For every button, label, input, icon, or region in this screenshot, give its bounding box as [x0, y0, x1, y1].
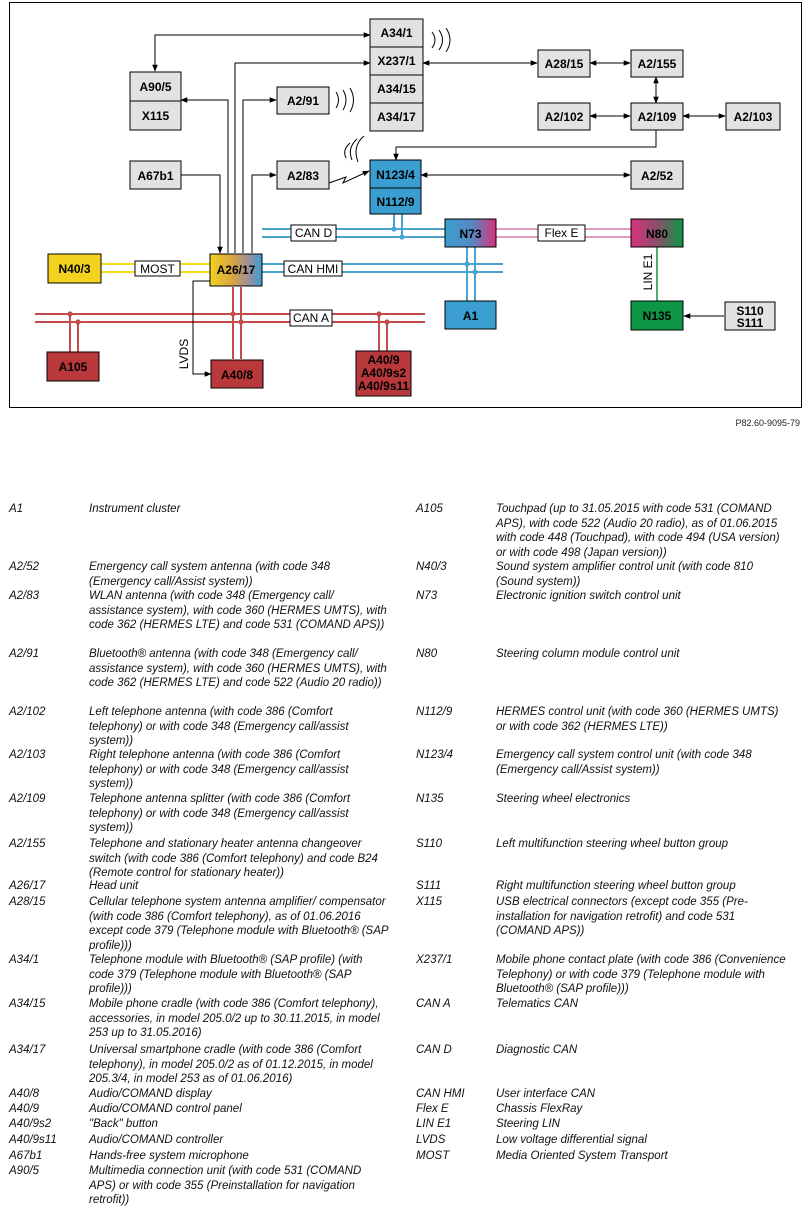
legend-code: A40/9s2 — [9, 1118, 52, 1130]
legend-code: A90/5 — [9, 1165, 40, 1177]
label-A90-5: A90/5 — [139, 80, 172, 94]
label-A67b1: A67b1 — [137, 169, 174, 183]
legend-code: A40/9s11 — [9, 1134, 57, 1146]
label-N40-3: N40/3 — [58, 262, 91, 276]
label-A40-9s11: A40/9s11 — [357, 379, 410, 393]
label-X237-1: X237/1 — [377, 54, 416, 68]
legend-code: A26/17 — [9, 880, 46, 892]
label-can-hmi: CAN HMI — [287, 262, 339, 276]
legend-description: User interface CAN — [496, 1088, 596, 1100]
legend-description: Audio/COMAND controller — [89, 1134, 224, 1146]
label-N123-4: N123/4 — [376, 168, 415, 182]
legend-description: Touchpad (up to 31.05.2015 with code 531 (COMAND APS), with code 522 (Audio 20 radio), as of 01.06.2015 with code 448 (Touchpad), with code 494 (USA version) or with code 498 (Japan version)) — [496, 503, 780, 559]
legend-description: Right telephone antenna (with code 386 (Comfort telephony) or with code 348 (Emergency call/assist system)) — [89, 749, 349, 790]
legend-description: Head unit — [89, 880, 139, 892]
legend-code: A67b1 — [9, 1150, 43, 1162]
legend-description: Diagnostic CAN — [496, 1044, 578, 1056]
legend-code: N135 — [416, 793, 444, 805]
legend-code: A2/83 — [9, 590, 40, 602]
label-N80: N80 — [645, 227, 669, 241]
legend-code: A40/8 — [9, 1088, 40, 1100]
label-A40-9: A40/9 — [367, 353, 400, 367]
legend-description: Steering column module control unit — [496, 648, 680, 660]
legend-code: A2/155 — [9, 838, 46, 850]
legend-code: A2/102 — [9, 706, 46, 718]
label-most: MOST — [140, 262, 175, 276]
legend-code: A2/103 — [9, 749, 46, 761]
legend-description: Emergency call system control unit (with code 348 (Emergency call/Assist system)) — [496, 749, 752, 776]
label-A2-83: A2/83 — [286, 169, 320, 183]
label-A28-15: A28/15 — [544, 57, 584, 71]
label-S111: S111 — [736, 316, 764, 330]
legend-description: Telephone antenna splitter (with code 386 (Comfort telephony) or with code 348 (Emergency call/assist system)) — [89, 793, 351, 834]
label-A1: A1 — [462, 309, 479, 323]
legend-description: Media Oriented System Transport — [496, 1150, 668, 1162]
bus-junctions — [67, 226, 477, 324]
legend-description: "Back" button — [89, 1118, 158, 1130]
legend-description: Audio/COMAND display — [89, 1088, 212, 1100]
label-can-a: CAN A — [292, 311, 330, 325]
label-A40-9s2: A40/9s2 — [360, 366, 407, 380]
legend-description: Left multifunction steering wheel button group — [496, 838, 729, 850]
legend-description: Telephone module with Bluetooth® (SAP profile) (with code 379 (Telephone module with Bluetooth® (SAP profile))) — [89, 954, 363, 995]
legend-description: Multimedia connection unit (with code 531 (COMAND APS) or with code 355 (Preinstallation for navigation retrofit)) — [89, 1165, 362, 1206]
legend-code: N80 — [416, 648, 438, 660]
legend-code: S110 — [416, 838, 443, 850]
label-A2-103: A2/103 — [733, 110, 773, 124]
label-lvds: LVDS — [177, 338, 191, 370]
label-A34-15: A34/15 — [377, 82, 416, 96]
legend-description: Universal smartphone cradle (with code 386 (Comfort telephony), in model 205.0/2 as of 01.12.2015, in model 205.3/4, in model 253 as of 01.06.2016) — [89, 1044, 373, 1085]
legend-code: A40/9 — [9, 1103, 40, 1115]
legend-description: Telephone and stationary heater antenna changeover switch (with code 386 (Comfort telephony) and code B24 (Remote control for stationary heater)) — [89, 838, 378, 879]
label-S110: S110 — [736, 304, 764, 318]
legend-description: Telematics CAN — [496, 998, 579, 1010]
legend-description: Hands-free system microphone — [89, 1150, 249, 1162]
label-A2-52: A2/52 — [640, 169, 674, 183]
label-A105: A105 — [58, 360, 88, 374]
label-A34-17: A34/17 — [377, 110, 416, 124]
legend-description: USB electrical connectors (except code 355 (Pre-installation for navigation retrofit) and code 531 (COMAND APS)) — [496, 896, 748, 937]
legend-description: Bluetooth® antenna (with code 348 (Emergency call/ assistance system), with code 360 (HERMES UMTS), with code 362 (HERMES LTE) and code 522 (Audio 20 radio)) — [89, 648, 387, 689]
label-flex-e: Flex E — [544, 226, 579, 240]
legend-code: A2/52 — [9, 561, 40, 573]
legend-description: Left telephone antenna (with code 386 (Comfort telephony) or with code 348 (Emergency call/assist system)) — [89, 706, 349, 747]
label-lin-e1: LIN E1 — [641, 253, 655, 291]
legend-code: A28/15 — [9, 896, 46, 908]
legend-description: Electronic ignition switch control unit — [496, 590, 681, 602]
legend-description: Steering wheel electronics — [496, 793, 631, 805]
legend-code: CAN A — [416, 998, 451, 1010]
label-A40-8: A40/8 — [220, 368, 254, 382]
legend-description: Sound system amplifier control unit (with code 810 (Sound system)) — [496, 561, 753, 588]
legend-code: A34/15 — [9, 998, 46, 1010]
legend-code: A1 — [9, 503, 24, 515]
legend-code: Flex E — [416, 1103, 449, 1115]
label-N73: N73 — [459, 227, 482, 241]
can-d-bus — [262, 214, 445, 237]
legend-description: Cellular telephone system antenna amplifier/ compensator (with code 386 (Comfort telephony), as of 01.06.2016 except code 379 (Telephone module with Bluetooth® (SAP profile))) — [89, 896, 389, 952]
legend-description: Instrument cluster — [89, 503, 181, 515]
label-N135: N135 — [642, 309, 672, 323]
legend-code: X115 — [416, 896, 443, 908]
label-X115: X115 — [141, 109, 170, 123]
label-A2-155: A2/155 — [637, 57, 677, 71]
label-A26-17: A26/17 — [216, 263, 256, 277]
legend-code: S111 — [416, 880, 442, 892]
legend-code: A34/17 — [9, 1044, 46, 1056]
legend-code: LIN E1 — [416, 1118, 452, 1130]
label-N112-9: N112/9 — [376, 195, 415, 209]
figure-reference: P82.60-9095-79 — [735, 418, 800, 428]
can-a-bus — [35, 287, 425, 359]
legend-description: Chassis FlexRay — [496, 1103, 583, 1115]
wireless-link — [329, 171, 369, 183]
label-A2-91: A2/91 — [286, 94, 320, 108]
label-can-d: CAN D — [294, 226, 333, 240]
legend-description: WLAN antenna (with code 348 (Emergency call/ assistance system), with code 360 (HERMES UMTS), with code 362 (HERMES LTE) and code 531 (COMAND APS)) — [89, 590, 387, 631]
legend-description: HERMES control unit (with code 360 (HERMES UMTS) or with code 362 (HERMES LTE)) — [496, 706, 779, 733]
legend-code: A34/1 — [9, 954, 40, 966]
legend-code: MOST — [416, 1150, 450, 1162]
legend-code: CAN D — [416, 1044, 452, 1056]
legend-code: N73 — [416, 590, 438, 602]
legend-description: Right multifunction steering wheel button group — [496, 880, 736, 892]
legend-code: N112/9 — [416, 706, 453, 718]
legend-description: Steering LIN — [496, 1118, 560, 1130]
legend-description: Mobile phone contact plate (with code 386 (Convenience Telephony) or with code 379 (Telephone module with Bluetooth® (SAP profile))) — [496, 954, 786, 995]
legend-code: A105 — [416, 503, 443, 515]
legend-code: A2/109 — [9, 793, 46, 805]
label-A2-102: A2/102 — [544, 110, 584, 124]
legend-description: Emergency call system antenna (with code 348 (Emergency call/Assist system)) — [89, 561, 330, 588]
legend-code: N123/4 — [416, 749, 454, 761]
legend-code: X237/1 — [416, 954, 453, 966]
label-A2-109: A2/109 — [637, 110, 677, 124]
legend-code: A2/91 — [9, 648, 40, 660]
legend-description: Audio/COMAND control panel — [89, 1103, 242, 1115]
network-diagram — [0, 0, 811, 412]
legend-code: N40/3 — [416, 561, 447, 573]
legend-code: LVDS — [416, 1134, 446, 1146]
legend-description: Low voltage differential signal — [496, 1134, 647, 1146]
legend-code: CAN HMI — [416, 1088, 465, 1100]
label-A34-1: A34/1 — [380, 26, 413, 40]
legend-description: Mobile phone cradle (with code 386 (Comfort telephony), accessories, in model 205.0/2 up to 30.11.2015, in model 253 up to 31.05.2016) — [89, 998, 380, 1039]
